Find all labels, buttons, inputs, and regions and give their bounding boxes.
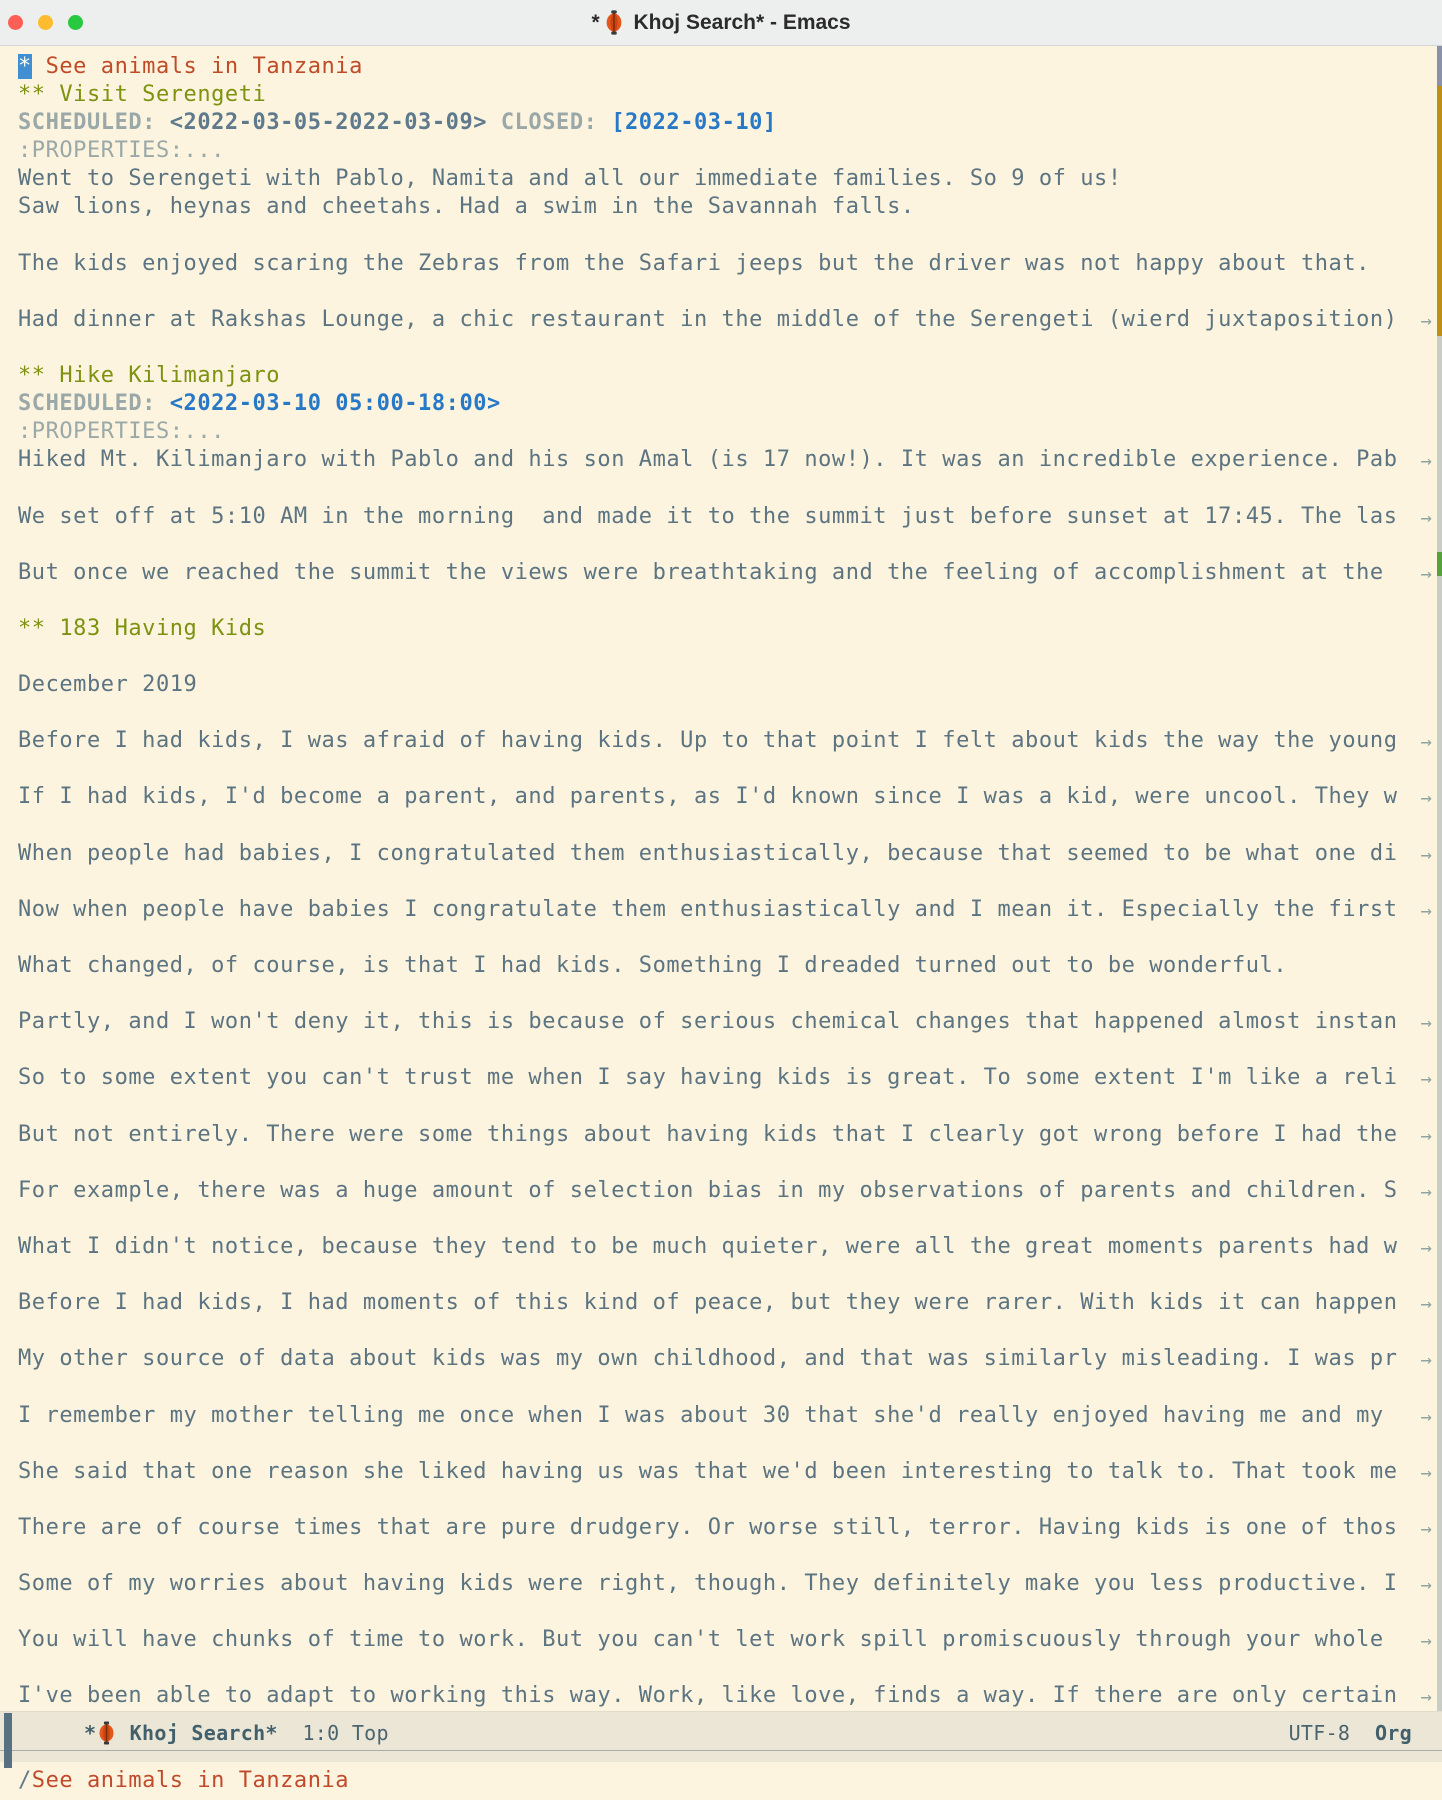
- modeline-cursor-position: 1:0: [277, 1720, 352, 1745]
- modeline-scroll-position: Top: [351, 1720, 389, 1745]
- line-text: Hiked Mt. Kilimanjaro with Pablo and his son Amal (is 17 now!). It was an incredible experience. Pab: [18, 447, 1398, 473]
- line-text: Saw lions, heynas and cheetahs. Had a swim in the Savannah falls.: [18, 194, 915, 220]
- line-text: <2022-03-05-2022-03-09>: [169, 110, 488, 136]
- zoom-button[interactable]: [68, 15, 83, 30]
- buffer-line[interactable]: [0, 418, 1442, 446]
- buffer-line[interactable]: [0, 559, 1442, 587]
- line-text: I remember my mother telling me once when I was about 30 that she'd really enjoyed having me and my: [18, 1402, 1398, 1428]
- buffer-line[interactable]: [0, 531, 1442, 559]
- truncation-arrow-icon: →: [1420, 450, 1432, 473]
- modeline-underline: [0, 1750, 1442, 1751]
- line-text: She said that one reason she liked having us was that we'd been interesting to talk to. That took me: [18, 1458, 1398, 1484]
- line-text: SCHEDULED:: [18, 110, 170, 136]
- line-text: Partly, and I won't deny it, this is because of serious chemical changes that happened almost instan: [18, 1009, 1398, 1035]
- edge-segment: [1437, 336, 1442, 1711]
- buffer-line[interactable]: [0, 1177, 1442, 1205]
- minibuffer-search-query[interactable]: See animals in Tanzania: [31, 1767, 350, 1793]
- buffer-line[interactable]: [0, 222, 1442, 250]
- line-text: Had dinner at Rakshas Lounge, a chic restaurant in the middle of the Serengeti (wierd juxtaposition): [18, 306, 1398, 332]
- line-text: But once we reached the summit the views were breathtaking and the feeling of accomplishment at the: [18, 559, 1398, 585]
- modeline-gap: [1350, 1721, 1375, 1745]
- line-text: :PROPERTIES:...: [18, 138, 225, 164]
- truncation-arrow-icon: →: [1420, 506, 1432, 529]
- buffer-line[interactable]: [0, 1542, 1442, 1570]
- buffer-line[interactable]: [0, 924, 1442, 952]
- traffic-lights: [8, 0, 83, 45]
- line-text: The kids enjoyed scaring the Zebras from the Safari jeeps but the driver was not happy about that.: [18, 250, 1370, 276]
- truncation-arrow-icon: →: [1420, 731, 1432, 754]
- buffer-line[interactable]: [0, 390, 1442, 418]
- buffer-line[interactable]: [0, 334, 1442, 362]
- buffer-line[interactable]: [0, 250, 1442, 278]
- line-text: Before I had kids, I was afraid of having kids. Up to that point I felt about kids the way the young: [18, 728, 1398, 754]
- line-text: We set off at 5:10 AM in the morning and made it to the summit just before sunset at 17:45. The las: [18, 503, 1398, 529]
- line-text: Went to Serengeti with Pablo, Namita and all our immediate families. So 9 of us!: [18, 166, 1122, 192]
- buffer-line[interactable]: [0, 1458, 1442, 1486]
- modeline: [0, 1711, 1442, 1762]
- buffer-line[interactable]: [0, 980, 1442, 1008]
- line-text: Some of my worries about having kids were right, though. They definitely make you less productive. I: [18, 1571, 1398, 1597]
- buffer-line[interactable]: [0, 840, 1442, 868]
- right-edge-artifact: [1437, 46, 1442, 1711]
- truncation-arrow-icon: →: [1420, 562, 1432, 585]
- truncation-arrow-icon: →: [1420, 1574, 1432, 1597]
- truncation-arrow-icon: →: [1420, 843, 1432, 866]
- buffer-text[interactable]: [0, 46, 1442, 1711]
- buffer-line[interactable]: [0, 727, 1442, 755]
- line-text: ** Visit Serengeti: [18, 82, 267, 108]
- buffer-line[interactable]: [0, 1008, 1442, 1036]
- buffer-line[interactable]: [0, 1402, 1442, 1430]
- buffer-line[interactable]: [0, 1570, 1442, 1598]
- line-text: Before I had kids, I had moments of this kind of peace, but they were rarer. With kids it can happen: [18, 1290, 1398, 1316]
- buffer-line[interactable]: [0, 165, 1442, 193]
- truncation-arrow-icon: →: [1420, 787, 1432, 810]
- buffer-line[interactable]: [0, 1317, 1442, 1345]
- buffer-line[interactable]: [0, 306, 1442, 334]
- line-text: :PROPERTIES:...: [18, 419, 225, 445]
- close-button[interactable]: [8, 15, 23, 30]
- line-text: I've been able to adapt to working this way. Work, like love, finds a way. If there are only certain: [18, 1683, 1398, 1709]
- text-cursor: *: [18, 54, 32, 79]
- line-text: [487, 110, 501, 135]
- edge-segment: [1437, 86, 1442, 336]
- buffer-line[interactable]: [0, 812, 1442, 840]
- buffer-line[interactable]: [0, 896, 1442, 924]
- line-text: So to some extent you can't trust me when I say having kids is great. To some extent I'm like a reli: [18, 1065, 1398, 1091]
- line-text: ** 183 Having Kids: [18, 615, 267, 641]
- buffer-line[interactable]: [0, 699, 1442, 727]
- buffer-line[interactable]: [0, 1682, 1442, 1710]
- buffer-line[interactable]: [0, 1430, 1442, 1458]
- truncation-arrow-icon: →: [1420, 1686, 1432, 1709]
- buffer-line[interactable]: [0, 1373, 1442, 1401]
- line-text: But not entirely. There were some things about having kids that I clearly got wrong before I had the: [18, 1121, 1398, 1147]
- buffer-line[interactable]: [0, 1064, 1442, 1092]
- buffer-line[interactable]: [0, 587, 1442, 615]
- truncation-arrow-icon: →: [1420, 1293, 1432, 1316]
- buffer-line[interactable]: [0, 446, 1442, 474]
- modeline-buffer-name: Khoj Search*: [117, 1720, 278, 1745]
- truncation-arrow-icon: →: [1420, 1180, 1432, 1203]
- truncation-arrow-icon: →: [1420, 1124, 1432, 1147]
- buffer-line[interactable]: [0, 643, 1442, 671]
- line-text: Now when people have babies I congratulate them enthusiastically and I mean it. Especially the first: [18, 896, 1398, 922]
- buffer-line[interactable]: [0, 1626, 1442, 1654]
- truncation-arrow-icon: →: [1420, 309, 1432, 332]
- buffer-line[interactable]: [0, 1654, 1442, 1682]
- modeline-buffer-info: [84, 1721, 389, 1745]
- buffer-line[interactable]: [0, 1036, 1442, 1064]
- modeline-left-bar: [4, 1713, 12, 1768]
- minimize-button[interactable]: [38, 15, 53, 30]
- truncation-arrow-icon: →: [1420, 1349, 1432, 1372]
- buffer-line[interactable]: [0, 193, 1442, 221]
- edge-segment: [1437, 552, 1442, 576]
- line-text: CLOSED:: [500, 110, 612, 136]
- truncation-arrow-icon: →: [1420, 1236, 1432, 1259]
- buffer-line[interactable]: [0, 615, 1442, 643]
- truncation-arrow-icon: →: [1420, 1461, 1432, 1484]
- line-text: SCHEDULED:: [18, 391, 170, 417]
- line-text: See animals in Tanzania: [31, 54, 363, 79]
- line-text: [2022-03-10]: [611, 110, 777, 136]
- buffer-line[interactable]: [0, 362, 1442, 390]
- buffer-line[interactable]: [0, 1149, 1442, 1177]
- buffer-line[interactable]: [0, 1289, 1442, 1317]
- buffer-line[interactable]: [0, 137, 1442, 165]
- line-text: ** Hike Kilimanjaro: [18, 363, 281, 389]
- buffer-line[interactable]: [0, 1345, 1442, 1373]
- buffer-line[interactable]: [0, 503, 1442, 531]
- buffer-line[interactable]: [0, 1092, 1442, 1120]
- buffer-line[interactable]: [0, 278, 1442, 306]
- buffer-line[interactable]: [0, 783, 1442, 811]
- line-text: If I had kids, I'd become a parent, and parents, as I'd known since I was a kid, were uncool. They w: [18, 784, 1398, 810]
- truncation-arrow-icon: →: [1420, 1012, 1432, 1035]
- line-text: What I didn't notice, because they tend to be much quieter, were all the great moments parents had w: [18, 1233, 1398, 1259]
- lantern-icon: [605, 10, 623, 35]
- line-text: December 2019: [18, 672, 198, 698]
- window-title-text: Khoj Search* - Emacs: [627, 10, 851, 34]
- minibuffer[interactable]: [0, 1762, 1442, 1800]
- modeline-major-mode[interactable]: Org: [1374, 1720, 1412, 1745]
- buffer-line[interactable]: [0, 1233, 1442, 1261]
- buffer-line[interactable]: [0, 952, 1442, 980]
- buffer-line[interactable]: [0, 1121, 1442, 1149]
- titlebar: [0, 0, 1442, 46]
- lantern-icon: [98, 1721, 115, 1745]
- buffer-line[interactable]: [0, 109, 1442, 137]
- modeline-encoding: UTF-8: [1288, 1720, 1351, 1745]
- line-text: My other source of data about kids was my own childhood, and that was similarly misleading. I was pr: [18, 1346, 1398, 1372]
- buffer-line[interactable]: [0, 755, 1442, 783]
- buffer-line[interactable]: [0, 1514, 1442, 1542]
- truncation-arrow-icon: →: [1420, 1405, 1432, 1428]
- truncation-arrow-icon: →: [1420, 1068, 1432, 1091]
- line-text: When people had babies, I congratulated them enthusiastically, because that seemed to be what one di: [18, 840, 1398, 866]
- line-text: <2022-03-10 05:00-18:00>: [169, 391, 501, 417]
- edge-segment: [1437, 46, 1442, 86]
- buffer-line[interactable]: [0, 474, 1442, 502]
- buffer-line[interactable]: [0, 868, 1442, 896]
- line-text: You will have chunks of time to work. But you can't let work spill promiscuously through your whole: [18, 1627, 1398, 1653]
- buffer-line[interactable]: [0, 671, 1442, 699]
- buffer-line[interactable]: [0, 1205, 1442, 1233]
- buffer-line[interactable]: [0, 81, 1442, 109]
- buffer-line[interactable]: [0, 53, 1442, 81]
- modeline-status: [1289, 1721, 1412, 1745]
- line-text: There are of course times that are pure drudgery. Or worse still, terror. Having kids is one of thos: [18, 1514, 1398, 1540]
- modeline-buffer-name-prefix: *: [84, 1720, 97, 1745]
- buffer-line[interactable]: [0, 1486, 1442, 1514]
- window-title-prefix: *: [591, 10, 600, 34]
- window-title: [0, 10, 1442, 35]
- truncation-arrow-icon: →: [1420, 1630, 1432, 1653]
- buffer-line[interactable]: [0, 1261, 1442, 1289]
- buffer-line[interactable]: [0, 1598, 1442, 1626]
- truncation-arrow-icon: →: [1420, 899, 1432, 922]
- line-text: For example, there was a huge amount of selection bias in my observations of parents and children. S: [18, 1177, 1398, 1203]
- minibuffer-prompt: /: [18, 1767, 32, 1793]
- truncation-arrow-icon: →: [1420, 1517, 1432, 1540]
- line-text: What changed, of course, is that I had kids. Something I dreaded turned out to be wonderful.: [18, 953, 1288, 978]
